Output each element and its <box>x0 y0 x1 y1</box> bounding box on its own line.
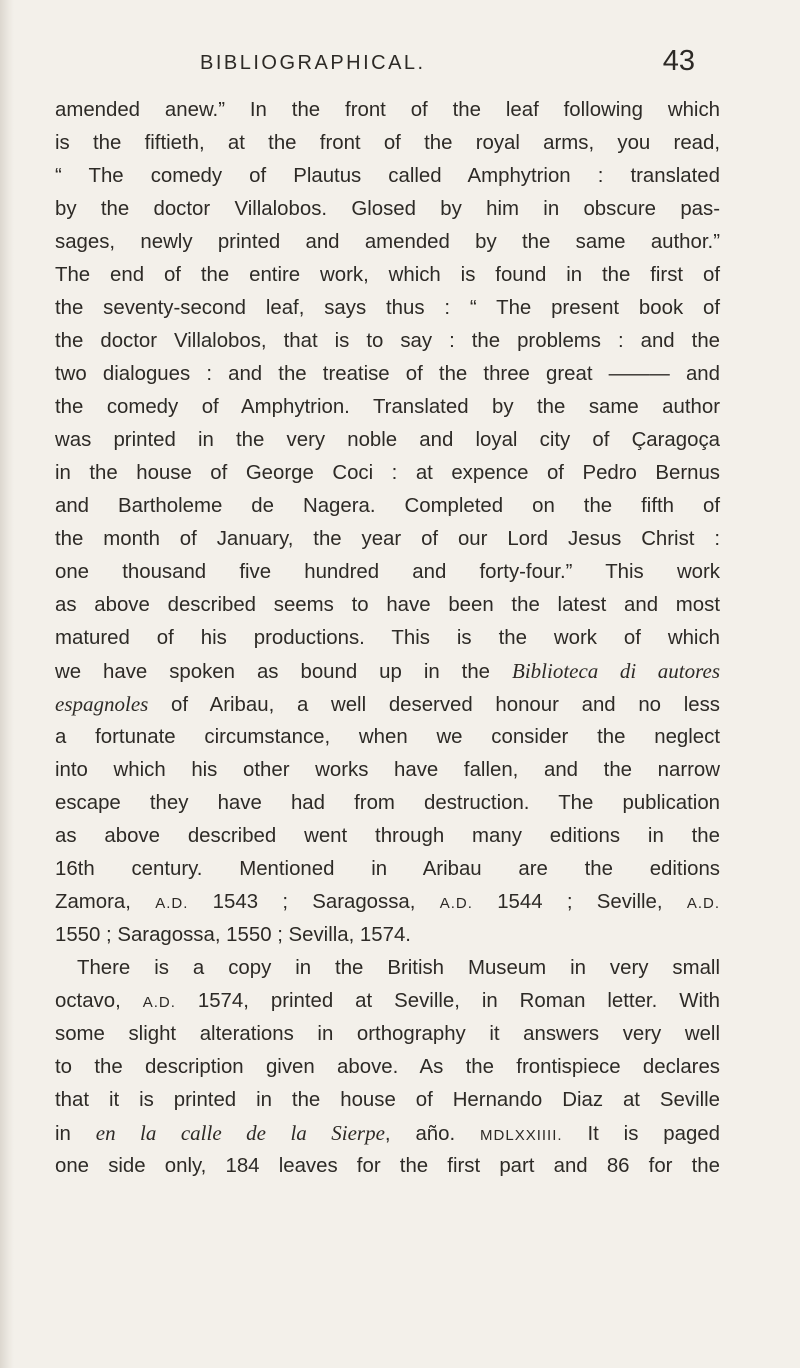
text-line: Zamora, A.D. 1543 ; Saragossa, A.D. 1544 ; Seville, A.D. <box>55 891 720 913</box>
text-line: that it is printed in the house of Hernando Diaz at Seville <box>55 1089 720 1111</box>
small-caps-date: MDLXXIIII. <box>480 1127 563 1144</box>
body-text <box>55 94 720 1183</box>
text-line: 16th century. Mentioned in Aribau are the editions <box>55 858 720 880</box>
text-line: The end of the entire work, which is found in the first of <box>55 264 720 286</box>
text-line: two dialogues : and the treatise of the three great ——— and <box>55 363 720 385</box>
text-line: we have spoken as bound up in the Biblioteca di autores <box>55 659 720 683</box>
text-line: to the description given above. As the frontispiece declares <box>55 1056 720 1078</box>
text-line: as above described seems to have been the latest and most <box>55 594 720 616</box>
text-line: in en la calle de la Sierpe, año. MDLXXIIII. It is paged <box>55 1121 720 1145</box>
text-line: escape they have had from destruction. The publication <box>55 792 720 814</box>
text-line: the doctor Villalobos, that is to say : the problems : and the <box>55 330 720 352</box>
italic-title: Biblioteca di autores <box>512 659 720 683</box>
text-line: “ The comedy of Plautus called Amphytrion : translated <box>55 165 720 187</box>
running-head-title: BIBLIOGRAPHICAL. <box>200 52 426 74</box>
small-caps-era: A.D. <box>439 895 473 912</box>
italic-title: espagnoles <box>55 692 149 716</box>
text-line: is the fiftieth, at the front of the royal arms, you read, <box>55 132 720 154</box>
page-gutter-shadow <box>0 0 14 1368</box>
text-line: espagnoles of Aribau, a well deserved honour and no less <box>55 692 720 716</box>
text-line: There is a copy in the British Museum in very small <box>77 957 720 979</box>
small-caps-era: A.D. <box>686 895 720 912</box>
text-line: into which his other works have fallen, and the narrow <box>55 759 720 781</box>
text-line: by the doctor Villalobos. Glosed by him in obscure pas- <box>55 198 720 220</box>
text-line: matured of his productions. This is the work of which <box>55 627 720 649</box>
running-head <box>200 42 695 82</box>
small-caps-era: A.D. <box>142 994 176 1011</box>
text-line: octavo, A.D. 1574, printed at Seville, in Roman letter. With <box>55 990 720 1012</box>
text-line: sages, newly printed and amended by the same author.” <box>55 231 720 253</box>
italic-phrase: en la calle de la Sierpe <box>95 1121 385 1145</box>
text-line: one side only, 184 leaves for the first part and 86 for the <box>55 1155 720 1177</box>
text-line: the comedy of Amphytrion. Translated by the same author <box>55 396 720 418</box>
text-line: the seventy-second leaf, says thus : “ The present book of <box>55 297 720 319</box>
text-line: one thousand five hundred and forty-four.” This work <box>55 561 720 583</box>
text-line: and Bartholeme de Nagera. Completed on the fifth of <box>55 495 720 517</box>
small-caps-era: A.D. <box>155 895 189 912</box>
page-number: 43 <box>662 45 695 77</box>
text-line: some slight alterations in orthography it answers very well <box>55 1023 720 1045</box>
text-line: 1550 ; Saragossa, 1550 ; Sevilla, 1574. <box>55 924 411 946</box>
text-line: in the house of George Coci : at expence of Pedro Bernus <box>55 462 720 484</box>
text-line: amended anew.” In the front of the leaf following which <box>55 99 720 121</box>
text-line: a fortunate circumstance, when we consider the neglect <box>55 726 720 748</box>
text-line: the month of January, the year of our Lord Jesus Christ : <box>55 528 720 550</box>
text-line: was printed in the very noble and loyal city of Çaragoça <box>55 429 720 451</box>
text-line: as above described went through many editions in the <box>55 825 720 847</box>
